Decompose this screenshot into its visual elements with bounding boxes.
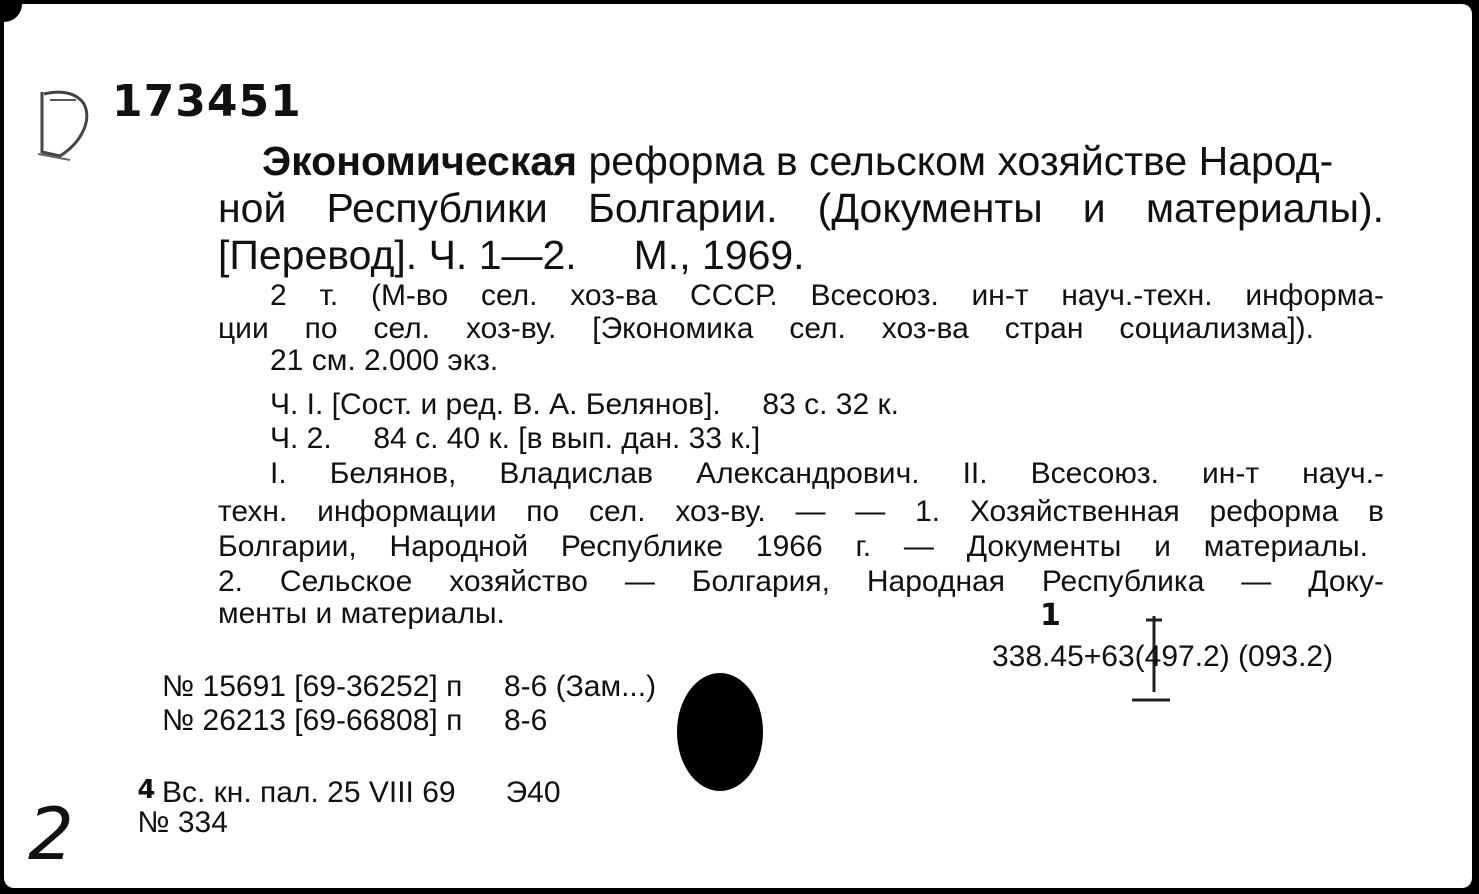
ink-blot <box>677 673 763 791</box>
call-number: 173451 <box>112 76 302 127</box>
record-line-1: № 15691 [69-36252] п 8-6 (Зам...) <box>162 670 657 703</box>
description-line-1: 2 т. (М-во сел. хоз-ва СССР. Всесоюз. ин-т науч.-техн. информа- <box>270 279 1384 312</box>
handwritten-correction: 1 <box>1040 598 1061 633</box>
record-line-3-prefix: 4 <box>137 775 156 805</box>
title-line-1 <box>262 138 1384 185</box>
tracing-line-2: техн. информации по сел. хоз-ву. — — 1. Хозяйственная реформа в <box>218 495 1384 528</box>
description-line-5: Ч. 2. 84 с. 40 к. [в вып. дан. 33 к.] <box>270 422 761 455</box>
title-first-word: Экономическая <box>262 138 578 184</box>
classification-index: 338.45+63(497.2) (093.2) <box>992 640 1334 673</box>
title-line-3: [Перевод]. Ч. 1—2. М., 1969. <box>218 232 805 278</box>
title-line-1-rest: реформа в сельском хозяйстве Народ- <box>577 138 1334 184</box>
description-line-2: ции по сел. хоз-ву. [Экономика сел. хоз-ва стран социализма]). <box>218 312 1314 345</box>
tracing-line-4: 2. Сельское хозяйство — Болгария, Народная Республика — Доку- <box>218 565 1384 598</box>
record-line-3-text: № 334 <box>137 806 228 839</box>
record-line-4: Вс. кн. пал. 25 VIII 69 Э40 <box>162 776 561 809</box>
handwritten-number: 2 <box>28 792 74 876</box>
library-stamp-mark <box>30 80 120 170</box>
description-line-4: Ч. I. [Сост. и ред. В. А. Белянов]. 83 с. 32 к. <box>270 388 899 421</box>
tracing-line-1: I. Белянов, Владислав Александрович. II. Всесоюз. ин-т науч.- <box>270 457 1384 490</box>
tracing-line-3: Болгарии, Народной Республике 1966 г. — Документы и материалы. <box>218 530 1368 563</box>
tracing-line-5: менты и материалы. <box>218 597 505 630</box>
title-line-2: ной Республики Болгарии. (Документы и материалы). <box>218 185 1384 231</box>
description-line-3: 21 см. 2.000 экз. <box>270 344 499 377</box>
record-line-2: № 26213 [69-66808] п 8-6 <box>162 704 548 737</box>
